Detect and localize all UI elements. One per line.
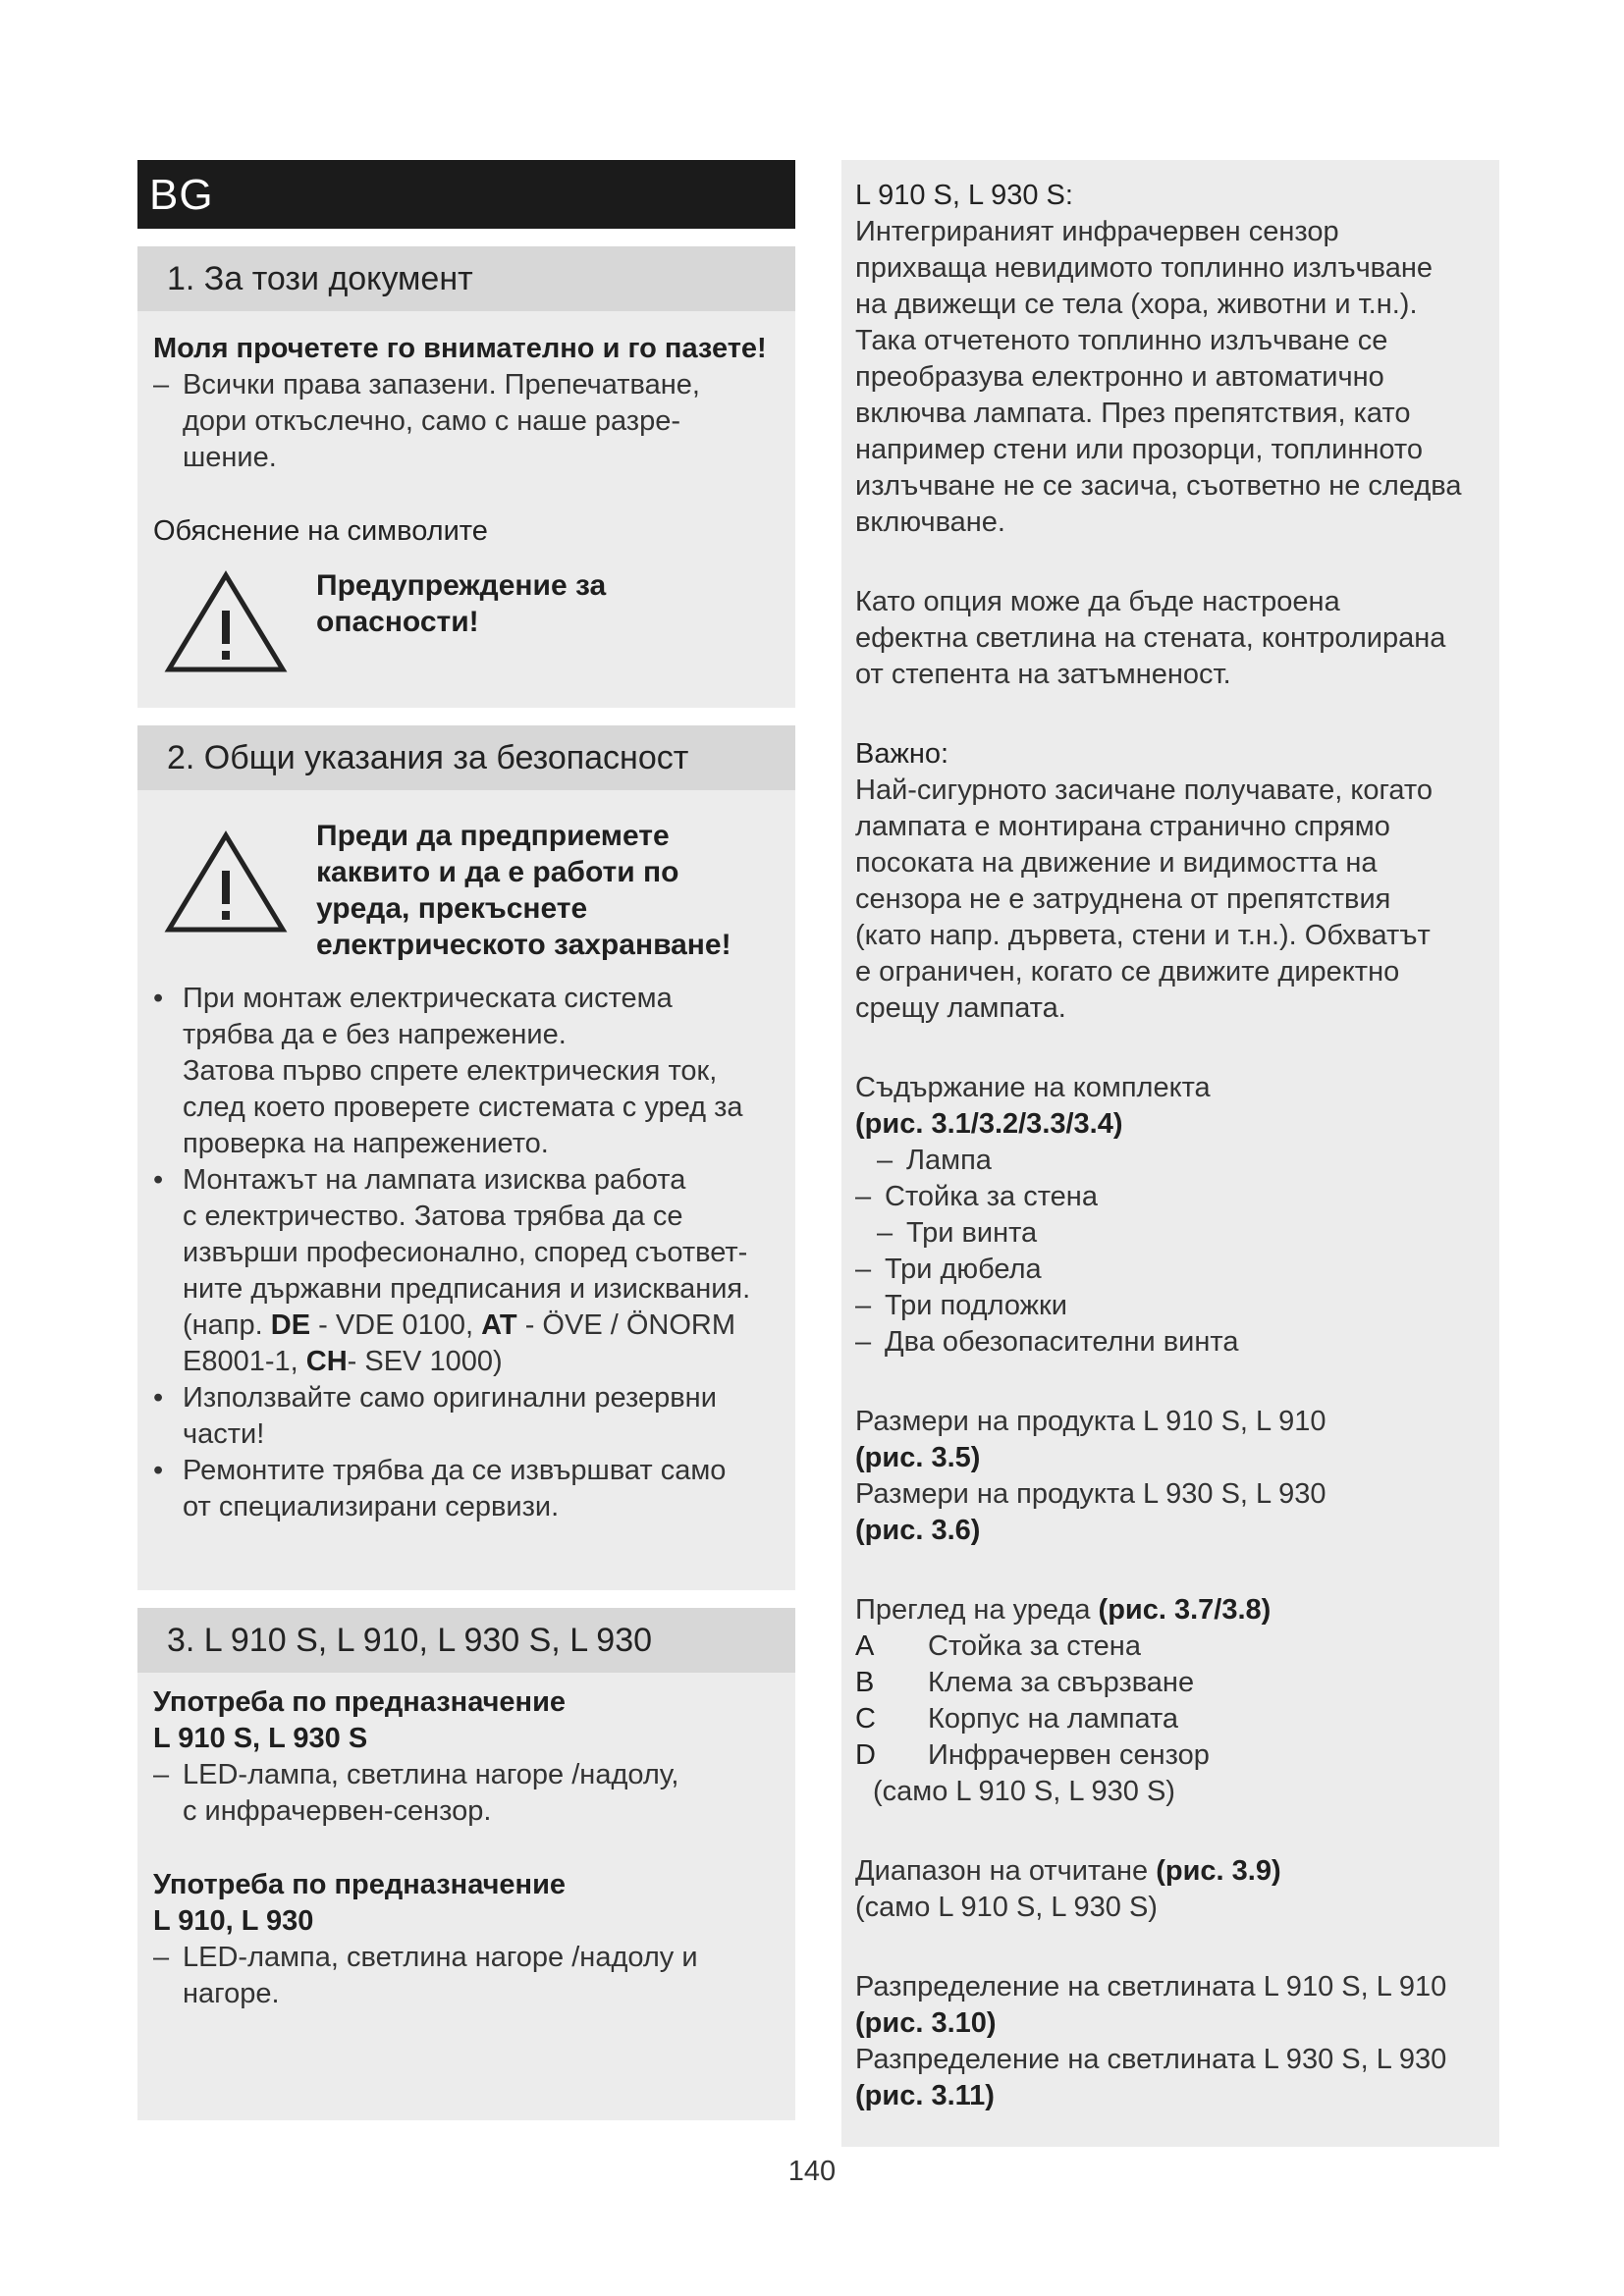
line: (напр. DE - VDE 0100, AT - ÖVE / ÖNORM <box>183 1309 735 1341</box>
contents-figure-ref: (рис. 3.1/3.2/3.3/3.4) <box>855 1108 1123 1140</box>
dimensions-1: Размери на продукта L 910 S, L 910 <box>855 1406 1326 1437</box>
section-2-panel <box>137 725 795 1590</box>
important-paragraph: Най-сигурното засичане получавате, когато лампата е монтирана странично спрямо посоката на движение и видимостта на сензора не е затруднена от препятствия (като напр. дървета, стени и т.н.). Обхватът е ограничен, когато се движите директно срещу лампата. <box>855 774 1434 1024</box>
sensor-paragraph: Интегрираният инфрачервен сензор прихваща невидимото топлинно излъчване на движещи се тела (хора, животни и т.н.). Така отчетеното топлинно излъчване се преобразува електронно и автоматично включва лампата. През препятствия, като например стени или прозорци, топлинното излъчване не се засича, съответно не следва включване. <box>855 216 1462 538</box>
line: Предупреждение за <box>316 569 607 602</box>
line: Затова първо спрете електрическия ток, <box>183 1055 718 1087</box>
list-item: A Стойка за стена <box>855 1630 1141 1662</box>
light-distribution-1-figure-ref: (рис. 3.10) <box>855 2007 997 2039</box>
list-item: – Всички права запазени. Препечатване, дори откъслечно, само с наше разре- шение. <box>153 369 700 473</box>
dimensions-2-figure-ref: (рис. 3.6) <box>855 1515 981 1546</box>
list-item: – Лампа <box>877 1145 992 1176</box>
sensor-heading: L 910 S, L 930 S: <box>855 180 1073 211</box>
list-item: D Инфрачервен сензор <box>855 1739 1210 1771</box>
list-item: – LED-лампа, светлина нагоре /надолу, с инфрачервен-сензор. <box>153 1759 679 1827</box>
list-item: C Корпус на лампата <box>855 1703 1179 1735</box>
list-item: – Три подложки <box>855 1290 1067 1321</box>
line: извърши професионално, според съответ- <box>183 1237 748 1268</box>
line: Преди да предприемете <box>316 820 670 852</box>
list-item: • Ремонтите трябва да се извършват само от специализирани сервизи. <box>153 1455 727 1522</box>
left-column <box>137 160 795 2120</box>
language-badge: BG <box>137 160 795 229</box>
line: проверка на напрежението. <box>183 1128 549 1159</box>
list-item: – Три дюбела <box>855 1254 1042 1285</box>
page-number: 140 <box>787 2156 837 2187</box>
section-1-panel <box>137 246 795 708</box>
line: опасности! <box>316 606 479 638</box>
line: дори откъслечно, само с наше разре- <box>183 405 681 437</box>
light-distribution-2-figure-ref: (рис. 3.11) <box>855 2080 995 2111</box>
section-3-heading: 3. L 910 S, L 910, L 930 S, L 930 <box>137 1608 795 1673</box>
list-item: • Използвайте само оригинални резервни части! <box>153 1382 717 1450</box>
list-item: • При монтаж електрическата система трябва да е без напрежение. Затова първо спрете електрическия ток, след което проверете системата с уред за проверка на напрежението. <box>153 983 743 1159</box>
range-note: (само L 910 S, L 930 S) <box>855 1892 1158 1923</box>
symbols-subheading: Обяснение на символите <box>153 515 488 547</box>
overview-heading: Преглед на уреда (рис. 3.7/3.8) <box>855 1594 1272 1626</box>
section-3-panel <box>137 1608 795 2120</box>
line: LED-лампа, светлина нагоре /надолу, <box>183 1759 679 1790</box>
line: с инфрачервен-сензор. <box>183 1795 492 1827</box>
line: с електричество. Затова трябва да се <box>183 1201 683 1232</box>
important-label: Важно: <box>855 738 949 770</box>
line: след което проверете системата с уред за <box>183 1092 743 1123</box>
light-distribution-1: Разпределение на светлината L 910 S, L 910 <box>855 1971 1447 2002</box>
sensor-note: (само L 910 S, L 930 S) <box>873 1776 1175 1807</box>
list-item: • Монтажът на лампата изисква работа с електричество. Затова трябва да се извърши професионално, според съответ- ните държавни предписания и изисквания. (напр. DE - VDE 0100, AT - ÖVE / ÖNORM E8001-1, CH- SEV 1000) <box>153 1164 751 1377</box>
list-item: – Стойка за стена <box>855 1181 1098 1212</box>
line: Ремонтите трябва да се извършват само <box>183 1455 727 1486</box>
list-item: B Клема за свързване <box>855 1667 1195 1698</box>
line: ните държавни предписания и изисквания. <box>183 1273 751 1305</box>
list-item: – Три винта <box>877 1217 1038 1249</box>
section-1-subheading: Моля прочетете го внимателно и го пазете! <box>153 333 767 364</box>
wall-light-paragraph: Като опция може да бъде настроена ефектна светлина на стената, контролирана от степента на затъмненост. <box>855 586 1446 690</box>
line: трябва да е без напрежение. <box>183 1019 567 1050</box>
dimensions-1-figure-ref: (рис. 3.5) <box>855 1442 981 1473</box>
dimensions-2: Размери на продукта L 930 S, L 930 <box>855 1478 1326 1510</box>
line: Всички права запазени. Препечатване, <box>183 369 700 400</box>
line: Монтажът на лампата изисква работа <box>183 1164 686 1196</box>
warning-triangle-icon <box>153 567 298 675</box>
warning-triangle-icon <box>153 818 298 935</box>
line: Използвайте само оригинални резервни <box>183 1382 717 1414</box>
light-distribution-2: Разпределение на светлината L 930 S, L 930 <box>855 2044 1447 2075</box>
line: каквито и да е работи по <box>316 856 679 888</box>
line: шение. <box>183 442 277 473</box>
list-item: – Два обезопасителни винта <box>855 1326 1239 1358</box>
line: E8001-1, CH- SEV 1000) <box>183 1346 503 1377</box>
section-2-heading: 2. Общи указания за безопасност <box>137 725 795 790</box>
range-heading: Диапазон на отчитане (рис. 3.9) <box>855 1855 1281 1887</box>
intended-use-heading: Употреба по предназначение L 910 S, L 930 S <box>153 1686 567 1754</box>
warning-block <box>153 818 780 963</box>
line: от специализирани сервизи. <box>183 1491 560 1522</box>
list-item: – LED-лампа, светлина нагоре /надолу и нагоре. <box>153 1942 698 2009</box>
section-1-heading: 1. За този документ <box>137 246 795 311</box>
line: нагоре. <box>183 1978 280 2009</box>
warning-block <box>153 567 780 675</box>
intended-use-heading: Употреба по предназначение L 910, L 930 <box>153 1869 567 1937</box>
line: електрическото захранване! <box>316 929 731 961</box>
contents-heading: Съдържание на комплекта <box>855 1072 1211 1103</box>
line: уреда, прекъснете <box>316 892 588 925</box>
line: При монтаж електрическата система <box>183 983 673 1014</box>
line: части! <box>183 1418 265 1450</box>
right-column <box>841 160 1499 2147</box>
line: LED-лампа, светлина нагоре /надолу и <box>183 1942 698 1973</box>
